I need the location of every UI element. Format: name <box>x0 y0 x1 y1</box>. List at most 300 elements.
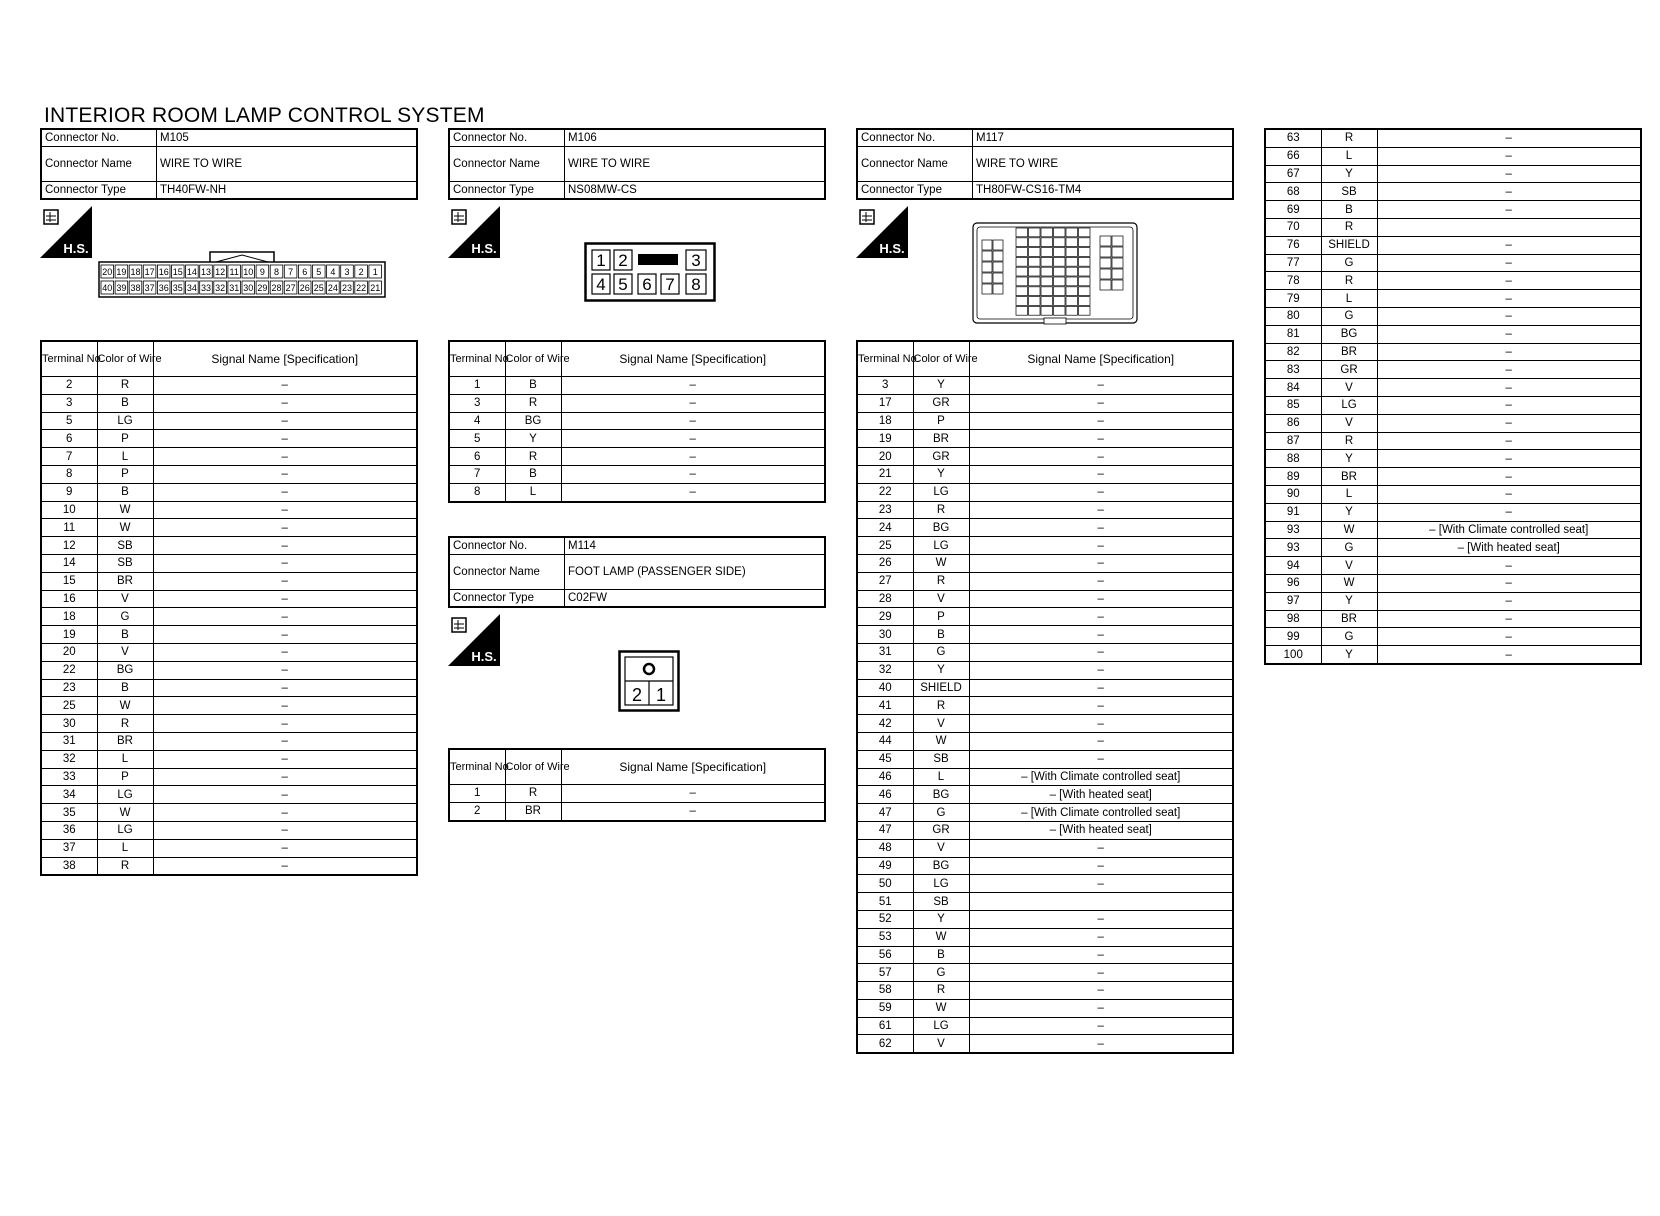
table-row <box>41 483 417 501</box>
wire-color-cell: G <box>1321 539 1377 557</box>
signal-name-cell: – <box>969 501 1233 519</box>
signal-name-cell: – <box>153 394 417 412</box>
terminal-no-cell: 15 <box>41 572 97 590</box>
wire-color-cell: Y <box>1321 592 1377 610</box>
table-row <box>857 768 1233 786</box>
table-row <box>41 661 417 679</box>
wire-color-cell: W <box>97 501 153 519</box>
wire-color-cell: L <box>505 483 561 501</box>
wire-color-cell: Y <box>913 465 969 483</box>
signal-name-cell: – <box>969 697 1233 715</box>
connector-diagram-m106 <box>584 242 716 302</box>
terminal-no-header: Terminal No. <box>449 749 505 785</box>
terminal-no-cell: 6 <box>449 448 505 466</box>
pin-label: 23 <box>341 283 353 293</box>
table-row <box>1265 521 1641 539</box>
terminal-no-cell: 36 <box>41 821 97 839</box>
terminal-no-cell: 25 <box>857 537 913 555</box>
table-row <box>41 554 417 572</box>
signal-name-cell: – <box>969 875 1233 893</box>
signal-name-cell: – <box>561 483 825 501</box>
pin-label: 1 <box>655 685 667 705</box>
table-row <box>41 821 417 839</box>
connector-no-value: M105 <box>157 129 418 147</box>
wire-color-cell: LG <box>97 412 153 430</box>
terminal-no-cell: 57 <box>857 964 913 982</box>
table-row <box>1265 254 1641 272</box>
terminal-no-cell: 5 <box>41 412 97 430</box>
signal-name-cell: – <box>153 679 417 697</box>
signal-name-cell: – <box>1377 183 1641 201</box>
terminal-no-cell: 47 <box>857 821 913 839</box>
table-row <box>1265 592 1641 610</box>
table-row <box>41 608 417 626</box>
signal-name-cell: – <box>153 501 417 519</box>
wire-color-cell: B <box>97 394 153 412</box>
signal-name-cell: – <box>153 412 417 430</box>
pin-label: 21 <box>370 283 381 293</box>
wire-color-cell: BR <box>1321 343 1377 361</box>
terminal-no-cell: 19 <box>41 626 97 644</box>
wire-color-cell: R <box>505 448 561 466</box>
wire-color-cell: SB <box>1321 183 1377 201</box>
hs-label: H.S. <box>63 241 89 256</box>
terminal-no-cell: 38 <box>41 857 97 875</box>
pin-label: 17 <box>144 267 155 277</box>
signal-name-cell: – <box>969 430 1233 448</box>
signal-name-cell: – <box>969 412 1233 430</box>
signal-name-cell: – <box>969 857 1233 875</box>
table-row <box>41 768 417 786</box>
wire-color-cell: P <box>97 430 153 448</box>
table-row <box>1265 236 1641 254</box>
terminal-no-cell: 18 <box>857 412 913 430</box>
connector-name-label: Connector Name <box>449 555 565 590</box>
table-row <box>41 448 417 466</box>
terminal-no-cell: 98 <box>1265 610 1321 628</box>
terminal-no-cell: 22 <box>41 661 97 679</box>
signal-name-cell: – <box>1377 610 1641 628</box>
wire-color-cell: G <box>1321 307 1377 325</box>
pin-label: 40 <box>102 283 113 293</box>
connector-name-value: WIRE TO WIRE <box>973 147 1234 182</box>
connector-info-m106 <box>448 128 826 200</box>
terminal-no-cell: 14 <box>41 554 97 572</box>
signal-name-cell: – [With Climate controlled seat] <box>1377 521 1641 539</box>
wire-color-cell: Y <box>505 430 561 448</box>
signal-name-cell: – <box>969 661 1233 679</box>
wire-color-cell: B <box>97 679 153 697</box>
terminal-table-m114 <box>448 748 826 822</box>
signal-name-header: Signal Name [Specification] <box>561 749 825 785</box>
wire-color-cell: P <box>97 768 153 786</box>
table-row <box>857 661 1233 679</box>
signal-name-cell: – <box>1377 468 1641 486</box>
table-row <box>1265 147 1641 165</box>
table-row <box>1265 290 1641 308</box>
terminal-no-cell: 10 <box>41 501 97 519</box>
connector-name-value: WIRE TO WIRE <box>157 147 418 182</box>
connector-diagram-m114 <box>618 650 680 712</box>
pin-label: 37 <box>144 283 155 293</box>
wire-color-cell: W <box>97 804 153 822</box>
table-row <box>857 483 1233 501</box>
terminal-no-cell: 59 <box>857 999 913 1017</box>
signal-name-cell: – <box>153 643 417 661</box>
table-row <box>1265 557 1641 575</box>
terminal-no-cell: 93 <box>1265 521 1321 539</box>
connector-type-label: Connector Type <box>41 182 157 200</box>
terminal-no-cell: 81 <box>1265 325 1321 343</box>
wire-color-cell: Y <box>1321 165 1377 183</box>
signal-name-cell: – <box>969 679 1233 697</box>
terminal-table-m117-continued <box>1264 128 1642 665</box>
terminal-no-cell: 27 <box>857 572 913 590</box>
table-row <box>449 465 825 483</box>
wire-color-cell: Y <box>913 910 969 928</box>
signal-name-cell: – [With heated seat] <box>1377 539 1641 557</box>
signal-name-cell: – <box>1377 236 1641 254</box>
table-row <box>41 394 417 412</box>
wire-color-cell: L <box>1321 290 1377 308</box>
terminal-no-cell: 21 <box>857 465 913 483</box>
color-of-wire-header: Color of Wire <box>505 749 561 785</box>
wire-color-cell: W <box>913 928 969 946</box>
pin-label: 15 <box>172 267 183 277</box>
wire-color-cell: R <box>1321 272 1377 290</box>
signal-name-cell <box>1377 218 1641 236</box>
wire-color-cell: L <box>97 839 153 857</box>
signal-name-cell: – <box>1377 432 1641 450</box>
terminal-no-cell: 28 <box>857 590 913 608</box>
wire-color-cell: V <box>913 715 969 733</box>
signal-name-cell: – <box>153 661 417 679</box>
pin-label: 25 <box>313 283 324 293</box>
wire-color-cell: P <box>913 412 969 430</box>
table-row <box>857 839 1233 857</box>
page-title: INTERIOR ROOM LAMP CONTROL SYSTEM <box>44 104 485 127</box>
wire-color-cell: V <box>97 590 153 608</box>
color-of-wire-header: Color of Wire <box>913 341 969 377</box>
terminal-no-cell: 23 <box>857 501 913 519</box>
connector-type-label: Connector Type <box>857 182 973 200</box>
wire-color-cell: P <box>97 465 153 483</box>
connector-name-label: Connector Name <box>41 147 157 182</box>
terminal-no-cell: 4 <box>449 412 505 430</box>
table-row <box>1265 183 1641 201</box>
table-row <box>857 643 1233 661</box>
table-row <box>857 786 1233 804</box>
terminal-no-cell: 79 <box>1265 290 1321 308</box>
terminal-no-cell: 85 <box>1265 396 1321 414</box>
terminal-no-cell: 47 <box>857 804 913 822</box>
pin-label: 4 <box>330 267 336 277</box>
signal-name-cell: – <box>153 732 417 750</box>
table-row <box>857 537 1233 555</box>
wire-color-cell: V <box>913 590 969 608</box>
signal-name-cell: – <box>969 715 1233 733</box>
pin-label: 39 <box>116 283 127 293</box>
table-row <box>857 964 1233 982</box>
terminal-no-cell: 3 <box>449 394 505 412</box>
signal-name-cell: – <box>153 483 417 501</box>
terminal-no-cell: 17 <box>857 394 913 412</box>
table-row <box>1265 379 1641 397</box>
connector-info-m117 <box>856 128 1234 200</box>
pin-label: 19 <box>116 267 127 277</box>
wire-color-cell: SHIELD <box>1321 236 1377 254</box>
wire-color-cell: W <box>913 732 969 750</box>
signal-name-cell: – [With Climate controlled seat] <box>969 768 1233 786</box>
table-row <box>857 572 1233 590</box>
pin-label: 8 <box>691 275 701 294</box>
table-row <box>857 679 1233 697</box>
table-row <box>449 430 825 448</box>
connector-no-value: M114 <box>565 537 826 555</box>
wire-color-cell: B <box>913 946 969 964</box>
wire-color-cell: Y <box>913 377 969 395</box>
table-row <box>857 1035 1233 1053</box>
table-row <box>857 1017 1233 1035</box>
signal-name-cell: – <box>1377 290 1641 308</box>
pin-label: 2 <box>358 267 364 277</box>
pin-label: 1 <box>596 251 606 270</box>
wire-color-cell: V <box>1321 379 1377 397</box>
connector-no-value: M117 <box>973 129 1234 147</box>
wire-color-cell: P <box>913 608 969 626</box>
terminal-no-cell: 2 <box>449 802 505 820</box>
signal-name-cell: – <box>1377 307 1641 325</box>
wire-color-cell: R <box>1321 432 1377 450</box>
terminal-no-cell: 93 <box>1265 539 1321 557</box>
table-row <box>41 430 417 448</box>
wire-color-cell: B <box>505 377 561 395</box>
pin-label: 11 <box>229 267 239 277</box>
terminal-no-header: Terminal No. <box>857 341 913 377</box>
terminal-no-cell: 99 <box>1265 628 1321 646</box>
terminal-no-cell: 8 <box>449 483 505 501</box>
terminal-no-cell: 49 <box>857 857 913 875</box>
signal-name-cell: – <box>969 964 1233 982</box>
table-row <box>857 465 1233 483</box>
signal-name-cell: – <box>1377 165 1641 183</box>
table-row <box>41 839 417 857</box>
terminal-no-cell: 2 <box>41 377 97 395</box>
signal-name-cell: – <box>969 572 1233 590</box>
terminal-no-cell: 3 <box>857 377 913 395</box>
signal-name-cell: – <box>1377 592 1641 610</box>
terminal-no-cell: 7 <box>41 448 97 466</box>
pin-label: 30 <box>243 283 254 293</box>
wire-color-cell: L <box>1321 485 1377 503</box>
terminal-no-cell: 20 <box>857 448 913 466</box>
table-row <box>41 377 417 395</box>
terminal-no-cell: 18 <box>41 608 97 626</box>
signal-name-cell: – <box>153 839 417 857</box>
signal-name-cell: – <box>1377 325 1641 343</box>
terminal-no-cell: 35 <box>41 804 97 822</box>
signal-name-cell: – <box>153 804 417 822</box>
table-row <box>857 608 1233 626</box>
signal-name-cell: – <box>153 857 417 875</box>
table-row <box>857 448 1233 466</box>
signal-name-cell: – <box>969 999 1233 1017</box>
wire-color-cell: L <box>913 768 969 786</box>
table-row <box>857 590 1233 608</box>
signal-name-cell: – <box>1377 129 1641 147</box>
table-row <box>857 946 1233 964</box>
table-row <box>1265 628 1641 646</box>
signal-name-cell: – <box>153 448 417 466</box>
terminal-no-cell: 23 <box>41 679 97 697</box>
terminal-no-cell: 19 <box>857 430 913 448</box>
terminal-no-cell: 32 <box>41 750 97 768</box>
wire-color-cell: W <box>1321 521 1377 539</box>
table-row <box>857 697 1233 715</box>
signal-name-cell: – <box>1377 557 1641 575</box>
table-row <box>41 750 417 768</box>
terminal-no-cell: 45 <box>857 750 913 768</box>
terminal-no-cell: 24 <box>857 519 913 537</box>
terminal-no-cell: 88 <box>1265 450 1321 468</box>
pin-label: 7 <box>288 267 294 277</box>
signal-name-cell: – <box>153 537 417 555</box>
signal-name-cell: – <box>1377 414 1641 432</box>
wire-color-cell: Y <box>1321 450 1377 468</box>
table-row <box>1265 325 1641 343</box>
wire-color-cell: W <box>97 697 153 715</box>
wire-color-cell: V <box>913 1035 969 1053</box>
terminal-no-cell: 90 <box>1265 485 1321 503</box>
table-row <box>857 626 1233 644</box>
table-row <box>857 893 1233 911</box>
wire-color-cell: BG <box>505 412 561 430</box>
signal-name-cell: – <box>969 377 1233 395</box>
terminal-no-cell: 89 <box>1265 468 1321 486</box>
table-row <box>857 999 1233 1017</box>
wire-color-cell: L <box>97 448 153 466</box>
wire-color-cell: BG <box>913 857 969 875</box>
signal-name-cell: – <box>1377 396 1641 414</box>
connector-type-value: C02FW <box>565 590 826 608</box>
table-row <box>449 802 825 820</box>
pin-label: 3 <box>344 267 350 277</box>
terminal-no-cell: 6 <box>41 430 97 448</box>
terminal-no-cell: 33 <box>41 768 97 786</box>
table-row <box>449 785 825 803</box>
signal-name-cell: – <box>153 715 417 733</box>
signal-name-cell: – <box>969 519 1233 537</box>
terminal-no-cell: 68 <box>1265 183 1321 201</box>
table-row <box>1265 432 1641 450</box>
terminal-no-cell: 31 <box>857 643 913 661</box>
signal-name-cell: – <box>153 626 417 644</box>
signal-name-cell: – <box>969 465 1233 483</box>
wire-color-cell: LG <box>1321 396 1377 414</box>
signal-name-cell: – <box>969 626 1233 644</box>
signal-name-cell: – <box>1377 201 1641 219</box>
table-row <box>857 875 1233 893</box>
wire-color-cell: BR <box>97 732 153 750</box>
wire-color-cell: L <box>1321 147 1377 165</box>
terminal-no-cell: 84 <box>1265 379 1321 397</box>
signal-name-cell: – <box>969 750 1233 768</box>
wire-color-cell: GR <box>1321 361 1377 379</box>
wire-color-cell: BG <box>97 661 153 679</box>
signal-name-cell: – <box>1377 628 1641 646</box>
wire-color-cell: SB <box>97 554 153 572</box>
terminal-no-cell: 63 <box>1265 129 1321 147</box>
signal-name-cell: – <box>969 394 1233 412</box>
pin-label: 1 <box>372 267 378 277</box>
table-row <box>1265 201 1641 219</box>
wire-color-cell: V <box>913 839 969 857</box>
pin-label: 32 <box>215 283 226 293</box>
table-row <box>41 804 417 822</box>
signal-name-cell: – <box>561 802 825 820</box>
wire-color-cell: V <box>97 643 153 661</box>
signal-name-cell: – <box>561 465 825 483</box>
table-row <box>1265 307 1641 325</box>
terminal-no-cell: 7 <box>449 465 505 483</box>
table-row <box>1265 539 1641 557</box>
table-row <box>41 643 417 661</box>
signal-name-cell: – <box>153 465 417 483</box>
terminal-no-cell: 31 <box>41 732 97 750</box>
signal-name-cell: – <box>153 697 417 715</box>
pin-label: 36 <box>158 283 169 293</box>
wire-color-cell: R <box>913 501 969 519</box>
terminal-no-cell: 51 <box>857 893 913 911</box>
table-row <box>41 732 417 750</box>
table-row <box>41 465 417 483</box>
connector-diagram-m117 <box>972 222 1138 324</box>
signal-name-cell: – <box>969 483 1233 501</box>
table-row <box>857 715 1233 733</box>
wire-color-cell: Y <box>1321 503 1377 521</box>
connector-type-label: Connector Type <box>449 590 565 608</box>
wire-color-cell: R <box>97 715 153 733</box>
pin-label: 33 <box>200 283 212 293</box>
terminal-no-cell: 83 <box>1265 361 1321 379</box>
wire-color-cell: B <box>97 483 153 501</box>
table-row <box>1265 450 1641 468</box>
signal-name-cell: – <box>969 590 1233 608</box>
terminal-no-cell: 96 <box>1265 574 1321 592</box>
harness-side-icon <box>40 206 92 258</box>
signal-name-cell: – <box>1377 379 1641 397</box>
pin-label: 13 <box>200 267 212 277</box>
signal-name-cell: – <box>969 732 1233 750</box>
pin-label: 9 <box>259 267 265 277</box>
terminal-no-cell: 11 <box>41 519 97 537</box>
terminal-no-cell: 62 <box>857 1035 913 1053</box>
signal-name-cell: – <box>969 1035 1233 1053</box>
color-of-wire-header: Color of Wire <box>505 341 561 377</box>
pin-label: 5 <box>316 267 322 277</box>
terminal-no-cell: 66 <box>1265 147 1321 165</box>
terminal-no-cell: 30 <box>41 715 97 733</box>
wire-color-cell: G <box>913 964 969 982</box>
table-row <box>857 804 1233 822</box>
signal-name-cell: – <box>1377 254 1641 272</box>
signal-name-cell: – <box>1377 272 1641 290</box>
terminal-no-cell: 30 <box>857 626 913 644</box>
connector-no-label: Connector No. <box>857 129 973 147</box>
signal-name-cell: – <box>969 910 1233 928</box>
table-row <box>1265 468 1641 486</box>
wire-color-cell: SB <box>913 750 969 768</box>
